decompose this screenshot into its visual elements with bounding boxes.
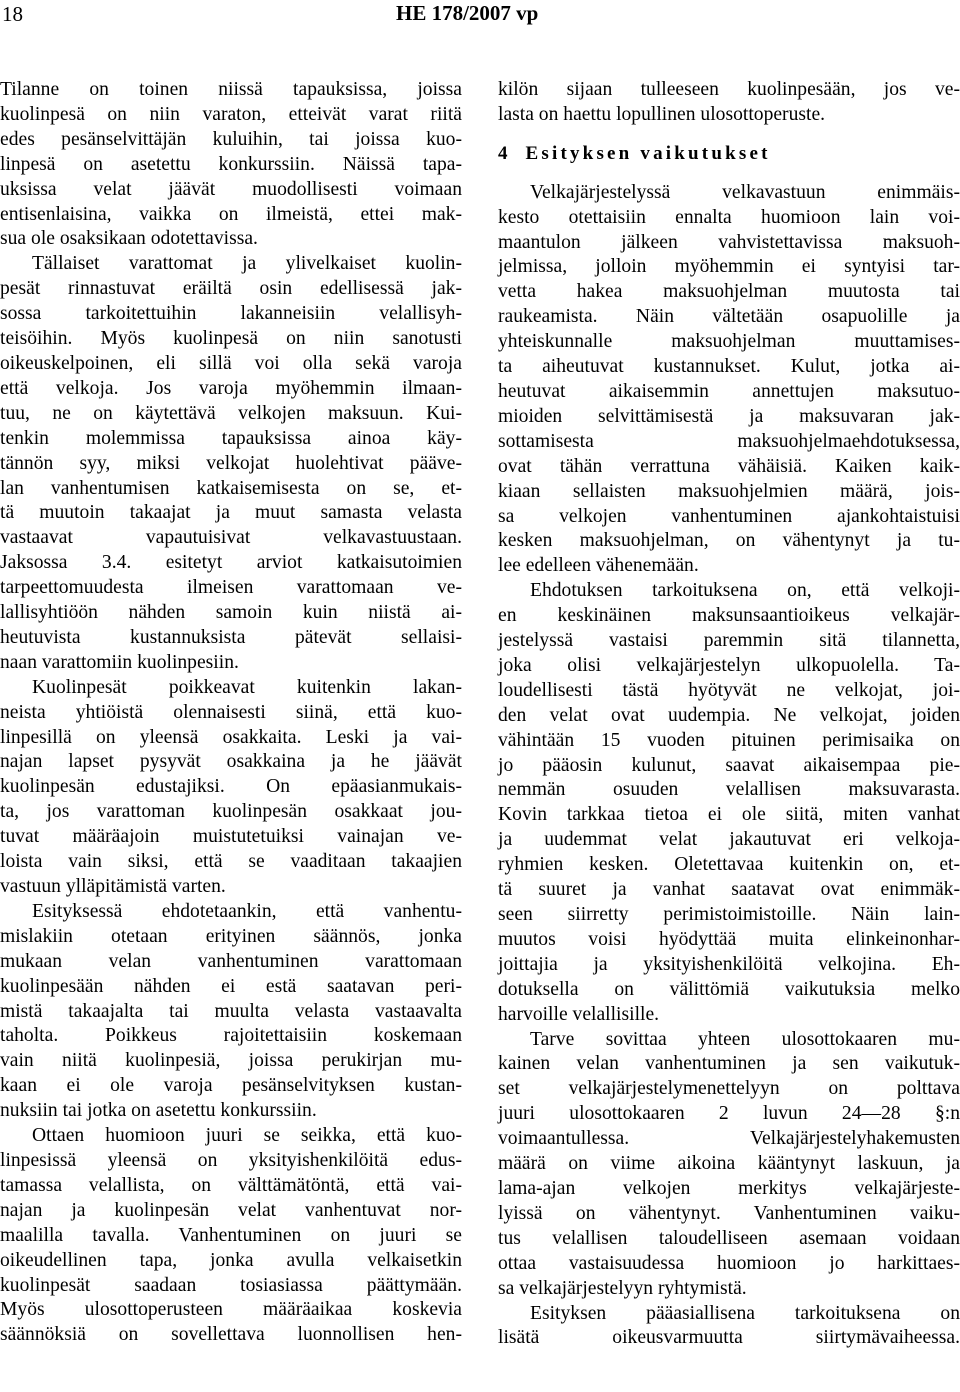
text-line: seen siirretty perimistoimistoille. Näin lain- [498,904,960,925]
text-line: Myös ulosottoperusteen määräaikaa koskevia [0,1299,462,1321]
text-line: ottaa vastaisuudessa huomioon jo harkittaes- [498,1252,960,1274]
text-line: mislakiin otetaan erityinen säännös, jonka [0,925,462,947]
text-line: ta aiheutuvat kustannukset. Kulut, jotka ai- [498,356,960,378]
text-line: Ehdotuksen tarkoituksena on, että velkoji- [530,580,960,602]
text-line: kiaan sellaisten maksuohjelmien määrä, jois- [498,480,960,502]
text-line: vähintään 15 vuoden pituinen perimisaika on [498,729,960,751]
text-line: lan vanhentumisen katkaisemisesta on se, et- [0,477,462,499]
text-line: taholta. Poikkeus rajoitettaisiin koskemaan [0,1025,462,1047]
text-line: tus velallisen taloudelliseen asemaan voidaan [498,1227,960,1249]
text-line: heutuvista kustannuksista pätevät sellaisi- [0,626,462,648]
text-line: lallisyhtiöön nähden samoin kuin niistä ai- [0,602,462,624]
text-line: lyissä on vähentynyt. Vanhentuminen vaiku- [498,1202,960,1224]
text-line: sossa tarkoitettuihin lakanneisiin velallisyh- [0,303,462,325]
text-line: yhteiskunnalle maksuohjelman muuttamises- [498,331,960,353]
text-line: harvoille velallisille. [498,1003,660,1025]
text-line: kuolinpesä on niin varaton, etteivät varat riitä [0,103,462,125]
text-line: sua ole osaksikaan odotettavissa. [0,228,258,250]
text-line: mukaan velan vanhentuminen varattomaan [0,950,462,972]
text-line: heutuvat aikaisemmin annettujen maksutuo- [498,380,960,402]
text-line: lee edelleen vähenemään. [498,555,699,577]
text-line: uksissa velat jäävät muodollisesti voimaan [0,178,462,200]
text-line: kesken maksuohjelman, on vähentynyt ja tu- [498,530,960,552]
text-line: oikeudellinen tapa, jonka avulla velkaisetkin [0,1249,462,1271]
text-line: Velkajärjestelyssä velkavastuun enimmäis- [530,181,960,203]
text-line: muutos voisi hyödyttää muita elinkeinonhar- [498,928,960,950]
text-line: tä muutoin takaajat ja muut samasta velasta [0,502,462,524]
text-line: Esityksen pääasiallisena tarkoituksena on [530,1302,960,1324]
text-line: lisätä oikeusvarmuutta siirtymävaiheessa. [498,1327,960,1349]
text-line: set velkajärjestelymenettelyyn on polttava [498,1078,960,1100]
text-line: tarpeettomuudesta ilmeisen varattomaan ve- [0,577,462,599]
text-line: entisenlaisina, vaikka on ilmeistä, ettei mak- [0,203,462,225]
text-line: linpesissä yleensä on yksityishenkilöitä edus- [0,1149,462,1171]
text-line: jo pääosin kulunut, saavat aikaisempaa pie- [498,754,960,776]
text-line: dotuksella on välittömiä vaikutuksia melko [498,978,960,1000]
text-line: säännöksiä on sovellettava luonnollisen hen- [0,1324,462,1346]
text-line: vastuun ylläpitämistä varten. [0,876,226,897]
section-title: Esityksen vaikutukset [525,142,771,164]
text-line: määrä on viime aikoina kääntynyt laskuun, ja [498,1153,960,1175]
text-line: maantulon jälkeen vahvistettavissa maksuoh- [498,231,960,253]
text-line: sa velkajärjestelyyn ryhtymistä. [498,1277,747,1299]
page-number: 18 [2,2,23,26]
text-line: kaan ei ole varoja pesänselvityksen kustan- [0,1075,462,1097]
text-line: tamassa velallista, on välttämätöntä, että vai- [0,1174,462,1196]
text-line: najan lapset pysyvät osakkaina ja he jäävät [0,751,462,773]
text-line: najan ja kuolinpesän velat vanhentuvat nor- [0,1199,462,1221]
text-line: vetta hakea maksuohjelman muutosta tai [498,281,960,303]
text-line: sottamisesta maksuohjelmaehdotuksessa, [498,430,960,452]
right-column [498,78,960,1351]
text-line: tenkin molemmissa tapauksissa ainoa käy- [0,427,462,449]
text-line: juuri ulosottokaaren 2 luvun 24—28 §:n [498,1103,960,1125]
text-line: linpesillä on yleensä osakkaita. Leski ja vai- [0,726,462,748]
left-column [0,78,462,1348]
text-line: vain niitä kuolinpesiä, joissa perukirjan mu- [0,1050,462,1072]
text-line: joittajia ja yksityishenkilöitä velkojina. Eh- [498,953,960,975]
text-line: lasta on haettu lopullinen ulosottoperuste. [498,103,826,125]
text-line: tuvat määräajoin muistutetuiksi vainajan ve- [0,826,462,848]
text-line: Esityksessä ehdotetaankin, että vanhentu- [32,900,462,922]
text-line: edes pesänselvittäjän kuluihin, tai joissa kuo- [0,128,462,150]
text-line: en keskinäinen maksunsaantioikeus velkajär- [498,605,960,627]
text-line: kuolinpesään nähden ei estä saatavan peri- [0,975,462,997]
text-line: oikeuskelpoinen, eli sillä voi olla sekä varoja [0,352,462,374]
text-line: nuksiin tai jotka on asetettu konkurssiin. [0,1100,317,1122]
text-line: ja uudemmat velat jakautuvat eri velkoja- [498,829,960,851]
text-line: tännön syy, miksi velkojat huolehtivat päävе- [0,452,462,474]
text-line: tuu, ne on käytettävä velkojen maksuun. Kui- [0,402,462,424]
text-line: vastaavat vapautuisivat velkavastuustaan. [0,527,462,549]
text-line: Tarve sovittaa yhteen ulosottokaaren mu- [530,1028,960,1050]
text-line: linpesä on asetettu konkurssiin. Näissä tapa- [0,153,462,175]
text-line: maalilla tavalla. Vanhentuminen on juuri se [0,1224,462,1246]
text-line: loudellisesti tästä hyötyvät ne velkojat, joi- [498,679,960,701]
text-line: loista vain siksi, että se vaaditaan takaajien [0,851,462,873]
text-line: neista yhtiöistä olennaisesti siinä, että kuo- [0,701,462,723]
text-line: Tilanne on toinen niissä tapauksissa, joissa [0,79,462,100]
text-line: Kuolinpesät poikkeavat kuitenkin lakan- [32,676,462,698]
text-line: kesto otettaisiin ennalta huomioon lain voi- [498,206,960,228]
text-line: den velat ovat uudempia. Ne velkojat, joiden [498,704,960,726]
page-header [0,0,960,40]
document-id: HE 178/2007 vp [396,1,539,25]
text-line: nemmän osuuden velallisen maksuvarasta. [498,779,960,801]
text-line: mistä takaajalta tai muulta velasta vastaavalta [0,1000,462,1022]
text-line: Ottaen huomioon juuri se seikka, että kuo- [32,1125,462,1147]
text-line: että velkoja. Jos varoja myöhemmin ilmaan- [0,377,462,399]
text-line: lama-ajan velkojen merkitys velkajärjeste- [498,1177,960,1199]
text-line: pesät rinnastuvat eräiltä osin edellisessä jak- [0,278,462,300]
text-line: voimaantullessa. Velkajärjestelyhakemusten [498,1128,960,1150]
text-line: naan varattomiin kuolinpesiin. [0,651,239,673]
text-line: jelmissa, jolloin myöhemmin ei syntyisi tar- [498,256,960,278]
section-heading [498,142,960,167]
text-line: jestelyssä vastaisi paremmin sitä tilannetta, [498,630,960,652]
text-line: Tällaiset varattomat ja ylivelkaiset kuolin- [32,253,462,275]
text-line: ovat tähän verrattuna vähäisiä. Kaiken kaik- [498,455,960,477]
text-line: joka olisi velkajärjestelyn ulkopuolella. Ta- [498,654,960,676]
text-line: kainen velan vanhentuminen ja sen vaikutuk- [498,1053,960,1075]
text-line: Kovin tarkkaa tietoa ei ole siitä, miten vanhat [498,804,960,826]
text-line: teisöihin. Myös kuolinpesä on niin sanotusti [0,328,462,350]
text-line: kuolinpesän edustajiksi. On epäasianmukais- [0,776,462,798]
text-line: tä suuret ja vanhat saatavat ovat enimmäk- [498,879,960,901]
text-line: raukeamista. Näin vältetään osapuolille ja [498,306,960,328]
text-line: kuolinpesät saadaan tosiasiassa päättymään. [0,1274,462,1296]
text-line: ryhmien kesken. Oletettavaa kuitenkin on, et- [498,854,960,876]
text-line: sa velkojen vanhentuminen ajankohtaistuisi [498,505,960,527]
text-line: mioiden selvittämisestä ja maksuvaran jak- [498,405,960,427]
text-line: Jaksossa 3.4. esitetyt arviot katkaisutoimien [0,552,462,574]
text-line: ta, jos varattoman kuolinpesän osakkaat jou- [0,801,462,823]
text-line: kilön sijaan tulleeseen kuolinpesään, jos ve- [498,79,960,100]
section-number: 4 [498,142,508,164]
